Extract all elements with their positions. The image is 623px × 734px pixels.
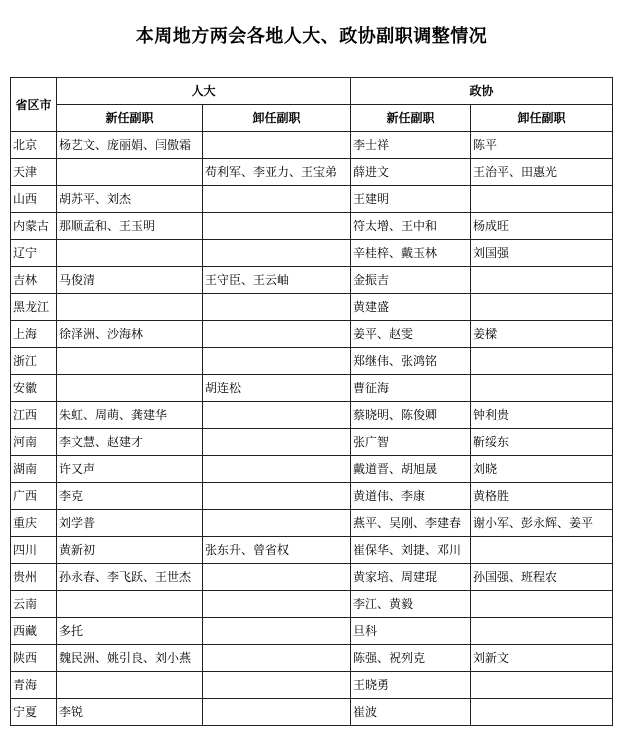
cppcc-leave-cell: 王治平、田惠光 (471, 159, 613, 186)
cppcc-leave-cell: 谢小军、彭永辉、姜平 (471, 510, 613, 537)
table-row (11, 321, 613, 348)
cppcc-new-cell: 崔波 (351, 699, 471, 726)
region-cell: 山西 (11, 186, 57, 213)
table-subheader-row (11, 105, 613, 132)
column-header-npc-leave: 卸任副职 (203, 105, 351, 132)
cppcc-new-cell: 黄建盛 (351, 294, 471, 321)
region-cell: 黑龙江 (11, 294, 57, 321)
npc-new-cell: 刘学普 (57, 510, 203, 537)
region-cell: 四川 (11, 537, 57, 564)
npc-new-cell: 孙永春、李飞跃、王世杰 (57, 564, 203, 591)
cppcc-new-cell: 黄道伟、李康 (351, 483, 471, 510)
npc-new-cell (57, 672, 203, 699)
npc-leave-cell (203, 213, 351, 240)
npc-leave-cell (203, 240, 351, 267)
npc-leave-cell (203, 591, 351, 618)
table-row (11, 510, 613, 537)
cppcc-new-cell: 陈强、祝列克 (351, 645, 471, 672)
appointments-table (10, 77, 613, 726)
npc-new-cell (57, 294, 203, 321)
cppcc-leave-cell: 刘新文 (471, 645, 613, 672)
region-cell: 河南 (11, 429, 57, 456)
cppcc-new-cell: 戴道晋、胡旭晟 (351, 456, 471, 483)
npc-leave-cell (203, 429, 351, 456)
table-row (11, 375, 613, 402)
column-header-cppcc-new: 新任副职 (351, 105, 471, 132)
region-cell: 浙江 (11, 348, 57, 375)
table-row (11, 402, 613, 429)
npc-leave-cell (203, 186, 351, 213)
table-row (11, 564, 613, 591)
region-cell: 湖南 (11, 456, 57, 483)
cppcc-leave-cell: 刘晓 (471, 456, 613, 483)
region-cell: 宁夏 (11, 699, 57, 726)
npc-leave-cell (203, 483, 351, 510)
npc-new-cell (57, 159, 203, 186)
table-row (11, 348, 613, 375)
region-cell: 内蒙古 (11, 213, 57, 240)
cppcc-new-cell: 李江、黄毅 (351, 591, 471, 618)
table-row (11, 618, 613, 645)
npc-leave-cell (203, 699, 351, 726)
cppcc-new-cell: 燕平、吴刚、李建春 (351, 510, 471, 537)
npc-leave-cell (203, 456, 351, 483)
npc-leave-cell: 张东升、曾省权 (203, 537, 351, 564)
npc-leave-cell (203, 294, 351, 321)
cppcc-leave-cell: 钟利贵 (471, 402, 613, 429)
npc-new-cell: 李锐 (57, 699, 203, 726)
column-group-npc: 人大 (57, 78, 351, 105)
region-cell: 西藏 (11, 618, 57, 645)
cppcc-new-cell: 旦科 (351, 618, 471, 645)
npc-leave-cell (203, 672, 351, 699)
region-cell: 安徽 (11, 375, 57, 402)
page-title: 本周地方两会各地人大、政协副职调整情况 (135, 26, 488, 47)
region-cell: 上海 (11, 321, 57, 348)
cppcc-new-cell: 辛桂梓、戴玉林 (351, 240, 471, 267)
cppcc-leave-cell: 陈平 (471, 132, 613, 159)
cppcc-new-cell: 崔保华、刘捷、邓川 (351, 537, 471, 564)
cppcc-leave-cell (471, 348, 613, 375)
column-header-cppcc-leave: 卸任副职 (471, 105, 613, 132)
region-cell: 重庆 (11, 510, 57, 537)
table-row (11, 483, 613, 510)
npc-new-cell (57, 348, 203, 375)
cppcc-new-cell: 张广智 (351, 429, 471, 456)
cppcc-leave-cell (471, 699, 613, 726)
npc-leave-cell (203, 564, 351, 591)
npc-new-cell: 李文慧、赵建才 (57, 429, 203, 456)
cppcc-leave-cell (471, 186, 613, 213)
region-cell: 北京 (11, 132, 57, 159)
table-row (11, 591, 613, 618)
table-row (11, 672, 613, 699)
npc-new-cell: 杨艺文、庞丽娟、闫傲霜 (57, 132, 203, 159)
npc-leave-cell (203, 402, 351, 429)
table-row (11, 645, 613, 672)
table-row (11, 456, 613, 483)
npc-new-cell: 黄新初 (57, 537, 203, 564)
cppcc-leave-cell: 杨成旺 (471, 213, 613, 240)
npc-leave-cell (203, 510, 351, 537)
npc-new-cell: 许又声 (57, 456, 203, 483)
npc-new-cell: 朱虹、周萌、龚建华 (57, 402, 203, 429)
npc-new-cell: 李克 (57, 483, 203, 510)
table-row (11, 267, 613, 294)
table-row (11, 429, 613, 456)
npc-leave-cell (203, 618, 351, 645)
cppcc-new-cell: 姜平、赵雯 (351, 321, 471, 348)
region-cell: 辽宁 (11, 240, 57, 267)
npc-new-cell: 魏民洲、姚引良、刘小燕 (57, 645, 203, 672)
cppcc-new-cell: 符太增、王中和 (351, 213, 471, 240)
cppcc-leave-cell: 孙国强、班程农 (471, 564, 613, 591)
region-cell: 天津 (11, 159, 57, 186)
column-header-region: 省区市 (11, 78, 57, 132)
cppcc-leave-cell: 姜樑 (471, 321, 613, 348)
region-cell: 吉林 (11, 267, 57, 294)
npc-leave-cell (203, 132, 351, 159)
cppcc-new-cell: 金振吉 (351, 267, 471, 294)
cppcc-new-cell: 薛进文 (351, 159, 471, 186)
table-body (11, 132, 613, 726)
npc-new-cell: 马俊清 (57, 267, 203, 294)
cppcc-leave-cell (471, 267, 613, 294)
table-row (11, 213, 613, 240)
table-row (11, 159, 613, 186)
npc-leave-cell: 胡连松 (203, 375, 351, 402)
npc-new-cell (57, 591, 203, 618)
cppcc-new-cell: 李士祥 (351, 132, 471, 159)
npc-leave-cell: 王守臣、王云岫 (203, 267, 351, 294)
cppcc-new-cell: 郑继伟、张鸿铭 (351, 348, 471, 375)
region-cell: 贵州 (11, 564, 57, 591)
cppcc-new-cell: 曹征海 (351, 375, 471, 402)
table-header-row (11, 78, 613, 105)
cppcc-new-cell: 王晓勇 (351, 672, 471, 699)
table-row (11, 699, 613, 726)
npc-leave-cell (203, 321, 351, 348)
cppcc-leave-cell: 靳绥东 (471, 429, 613, 456)
column-group-cppcc: 政协 (351, 78, 613, 105)
cppcc-new-cell: 蔡晓明、陈俊卿 (351, 402, 471, 429)
region-cell: 青海 (11, 672, 57, 699)
cppcc-leave-cell (471, 618, 613, 645)
cppcc-leave-cell: 刘国强 (471, 240, 613, 267)
npc-new-cell: 徐泽洲、沙海林 (57, 321, 203, 348)
region-cell: 广西 (11, 483, 57, 510)
npc-new-cell: 多托 (57, 618, 203, 645)
region-cell: 江西 (11, 402, 57, 429)
cppcc-new-cell: 黄家培、周建琨 (351, 564, 471, 591)
npc-leave-cell (203, 645, 351, 672)
cppcc-leave-cell (471, 294, 613, 321)
cppcc-leave-cell (471, 672, 613, 699)
cppcc-leave-cell (471, 537, 613, 564)
cppcc-leave-cell (471, 591, 613, 618)
table-row (11, 186, 613, 213)
npc-leave-cell (203, 348, 351, 375)
cppcc-new-cell: 王建明 (351, 186, 471, 213)
npc-leave-cell: 苟利军、李亚力、王宝弟 (203, 159, 351, 186)
table-row (11, 294, 613, 321)
table-row (11, 537, 613, 564)
column-header-npc-new: 新任副职 (57, 105, 203, 132)
npc-new-cell (57, 375, 203, 402)
cppcc-leave-cell: 黄格胜 (471, 483, 613, 510)
npc-new-cell: 胡苏平、刘杰 (57, 186, 203, 213)
npc-new-cell: 那顺孟和、王玉明 (57, 213, 203, 240)
table-row (11, 240, 613, 267)
npc-new-cell (57, 240, 203, 267)
region-cell: 陕西 (11, 645, 57, 672)
cppcc-leave-cell (471, 375, 613, 402)
region-cell: 云南 (11, 591, 57, 618)
table-row (11, 132, 613, 159)
